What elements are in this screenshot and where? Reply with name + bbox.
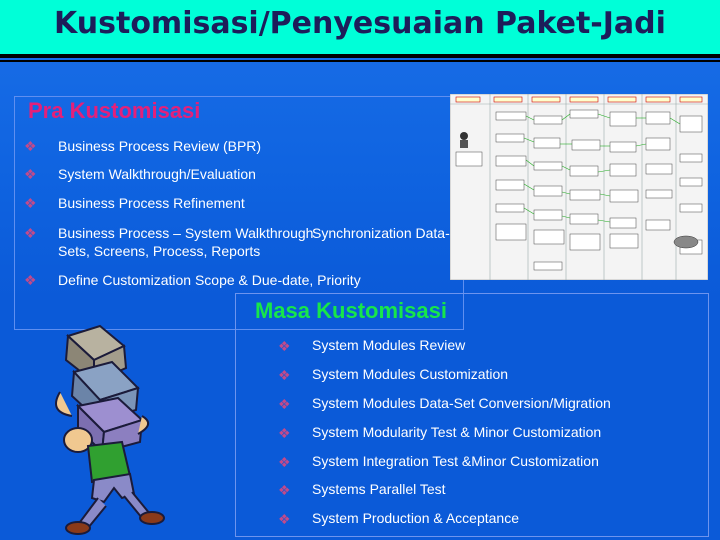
- pra-item: Business Process – System Walkthrough: [58, 225, 314, 241]
- pra-kustomisasi-title: Pra Kustomisasi: [28, 98, 201, 123]
- masa-item: System Modules Customization: [312, 366, 509, 382]
- masa-item: System Modules Data-Set Conversion/Migration: [312, 395, 611, 411]
- bullet-icon: ❖: [24, 138, 37, 154]
- masa-item: System Integration Test &Minor Customization: [312, 453, 599, 469]
- bullet-icon: ❖: [24, 225, 37, 241]
- pra-item-overlap: Synchronization Data-: [312, 225, 450, 241]
- masa-item: System Modularity Test & Minor Customization: [312, 424, 602, 440]
- masa-kustomisasi-panel: [235, 293, 709, 537]
- pra-item: System Walkthrough/Evaluation: [58, 166, 256, 182]
- bullet-icon: ❖: [24, 195, 37, 211]
- title-rule-thick: [0, 54, 720, 58]
- pra-item: Define Customization Scope & Due-date, Priority: [58, 272, 361, 288]
- pra-item: Business Process Review (BPR): [58, 138, 262, 154]
- masa-item: System Production & Acceptance: [312, 510, 519, 526]
- masa-item: System Modules Review: [312, 337, 466, 353]
- bullet-icon: ❖: [278, 338, 291, 354]
- man-carrying-boxes-clipart: [38, 316, 178, 538]
- bullet-icon: ❖: [278, 425, 291, 441]
- bullet-icon: ❖: [278, 482, 291, 498]
- bullet-icon: ❖: [24, 166, 37, 182]
- bullet-icon: ❖: [278, 396, 291, 412]
- masa-item: Systems Parallel Test: [312, 481, 446, 497]
- bullet-icon: ❖: [278, 454, 291, 470]
- slide-title: Kustomisasi/Penyesuaian Paket-Jadi: [54, 6, 666, 41]
- bullet-icon: ❖: [278, 367, 291, 383]
- title-rule-thin: [0, 60, 720, 62]
- masa-kustomisasi-title: Masa Kustomisasi: [255, 298, 447, 323]
- pra-item-continuation: Sets, Screens, Process, Reports: [58, 243, 261, 259]
- bullet-icon: ❖: [278, 511, 291, 527]
- process-flow-diagram: [450, 94, 708, 280]
- bullet-icon: ❖: [24, 272, 37, 288]
- pra-item: Business Process Refinement: [58, 195, 245, 211]
